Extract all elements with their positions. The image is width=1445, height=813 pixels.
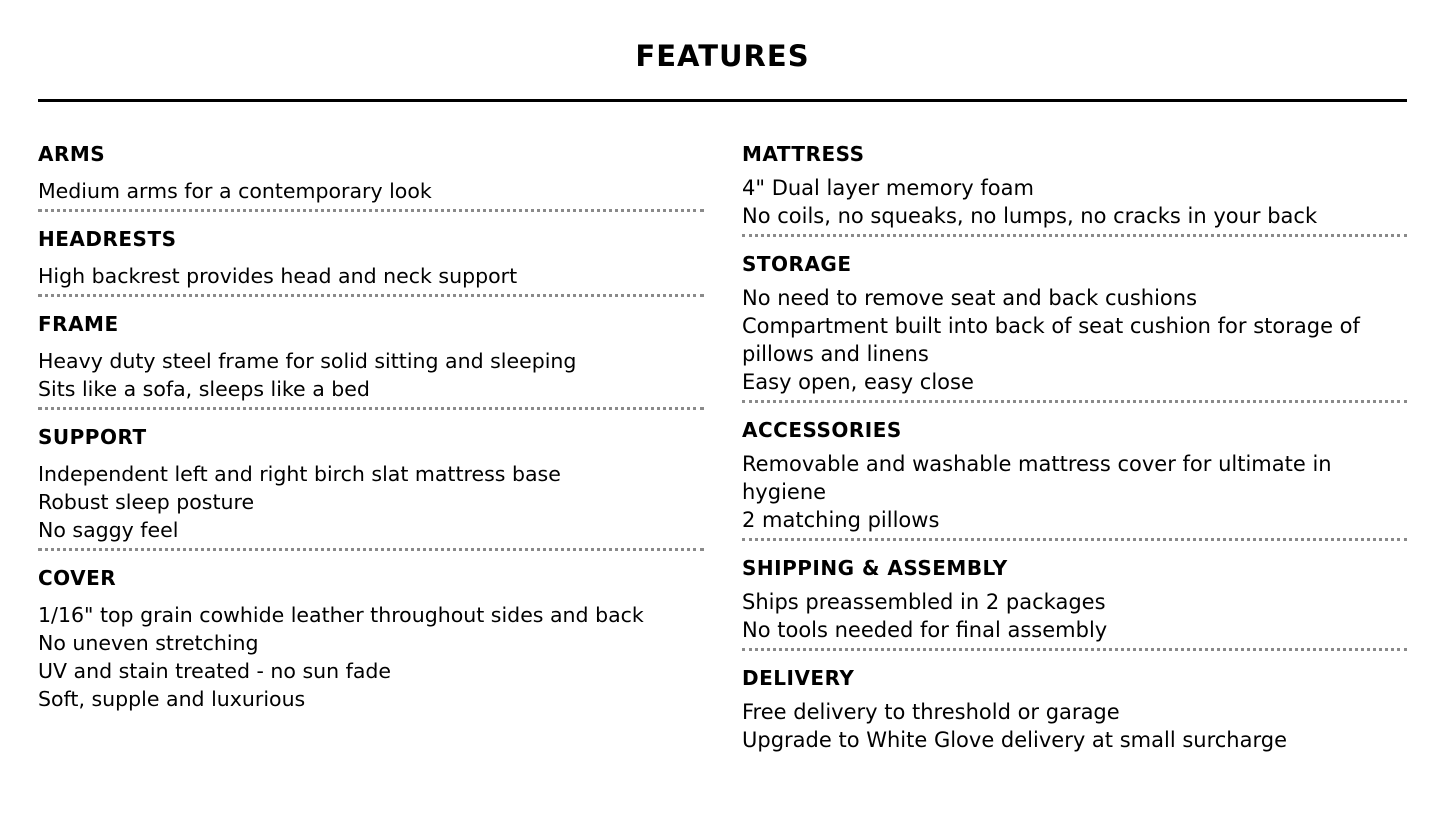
features-left-column (38, 140, 704, 730)
feature-line: Heavy duty steel frame for solid sitting and sleeping (38, 349, 577, 373)
feature-line: Free delivery to threshold or garage (742, 700, 1120, 724)
feature-section-delivery (742, 664, 1407, 758)
feature-line: Medium arms for a contemporary look (38, 179, 432, 203)
feature-line: 2 matching pillows (742, 508, 940, 532)
title-divider (38, 99, 1407, 102)
feature-line: Upgrade to White Glove delivery at small surcharge (742, 728, 1287, 752)
feature-line: Robust sleep posture (38, 490, 255, 514)
feature-section-headrests (38, 225, 704, 297)
feature-line: Sits like a sofa, sleeps like a bed (38, 377, 370, 401)
feature-line: UV and stain treated - no sun fade (38, 659, 392, 683)
feature-section-arms (38, 140, 704, 212)
section-heading: ACCESSORIES (742, 418, 902, 442)
feature-line: Removable and washable mattress cover for ultimate in hygiene (742, 452, 1332, 504)
feature-line: No tools needed for final assembly (742, 618, 1108, 642)
feature-line: No uneven stretching (38, 631, 259, 655)
feature-section-mattress (742, 140, 1407, 237)
feature-section-cover (38, 564, 704, 717)
feature-line: No saggy feel (38, 518, 179, 542)
features-right-column (742, 140, 1407, 771)
section-heading: DELIVERY (742, 666, 855, 690)
feature-line: High backrest provides head and neck support (38, 264, 518, 288)
section-heading: SUPPORT (38, 425, 147, 449)
feature-section-storage (742, 250, 1407, 403)
feature-line: Ships preassembled in 2 packages (742, 590, 1106, 614)
feature-line: 4" Dual layer memory foam (742, 176, 1034, 200)
feature-line: 1/16" top grain cowhide leather throughout sides and back (38, 603, 644, 627)
page-title: FEATURES (635, 39, 810, 73)
section-heading: FRAME (38, 312, 119, 336)
feature-line: Soft, supple and luxurious (38, 687, 306, 711)
section-heading: HEADRESTS (38, 227, 177, 251)
feature-section-shipping-assembly (742, 554, 1407, 651)
section-heading: COVER (38, 566, 117, 590)
section-heading: MATTRESS (742, 142, 865, 166)
feature-line: Easy open, easy close (742, 370, 974, 394)
feature-line: Compartment built into back of seat cushion for storage of pillows and linens (742, 314, 1360, 366)
feature-section-accessories (742, 416, 1407, 541)
feature-line: No coils, no squeaks, no lumps, no cracks in your back (742, 204, 1318, 228)
feature-line: Independent left and right birch slat mattress base (38, 462, 561, 486)
feature-line: No need to remove seat and back cushions (742, 286, 1198, 310)
feature-section-frame (38, 310, 704, 410)
section-heading: ARMS (38, 142, 106, 166)
section-heading: STORAGE (742, 252, 852, 276)
feature-section-support (38, 423, 704, 551)
section-heading: SHIPPING & ASSEMBLY (742, 556, 1008, 580)
